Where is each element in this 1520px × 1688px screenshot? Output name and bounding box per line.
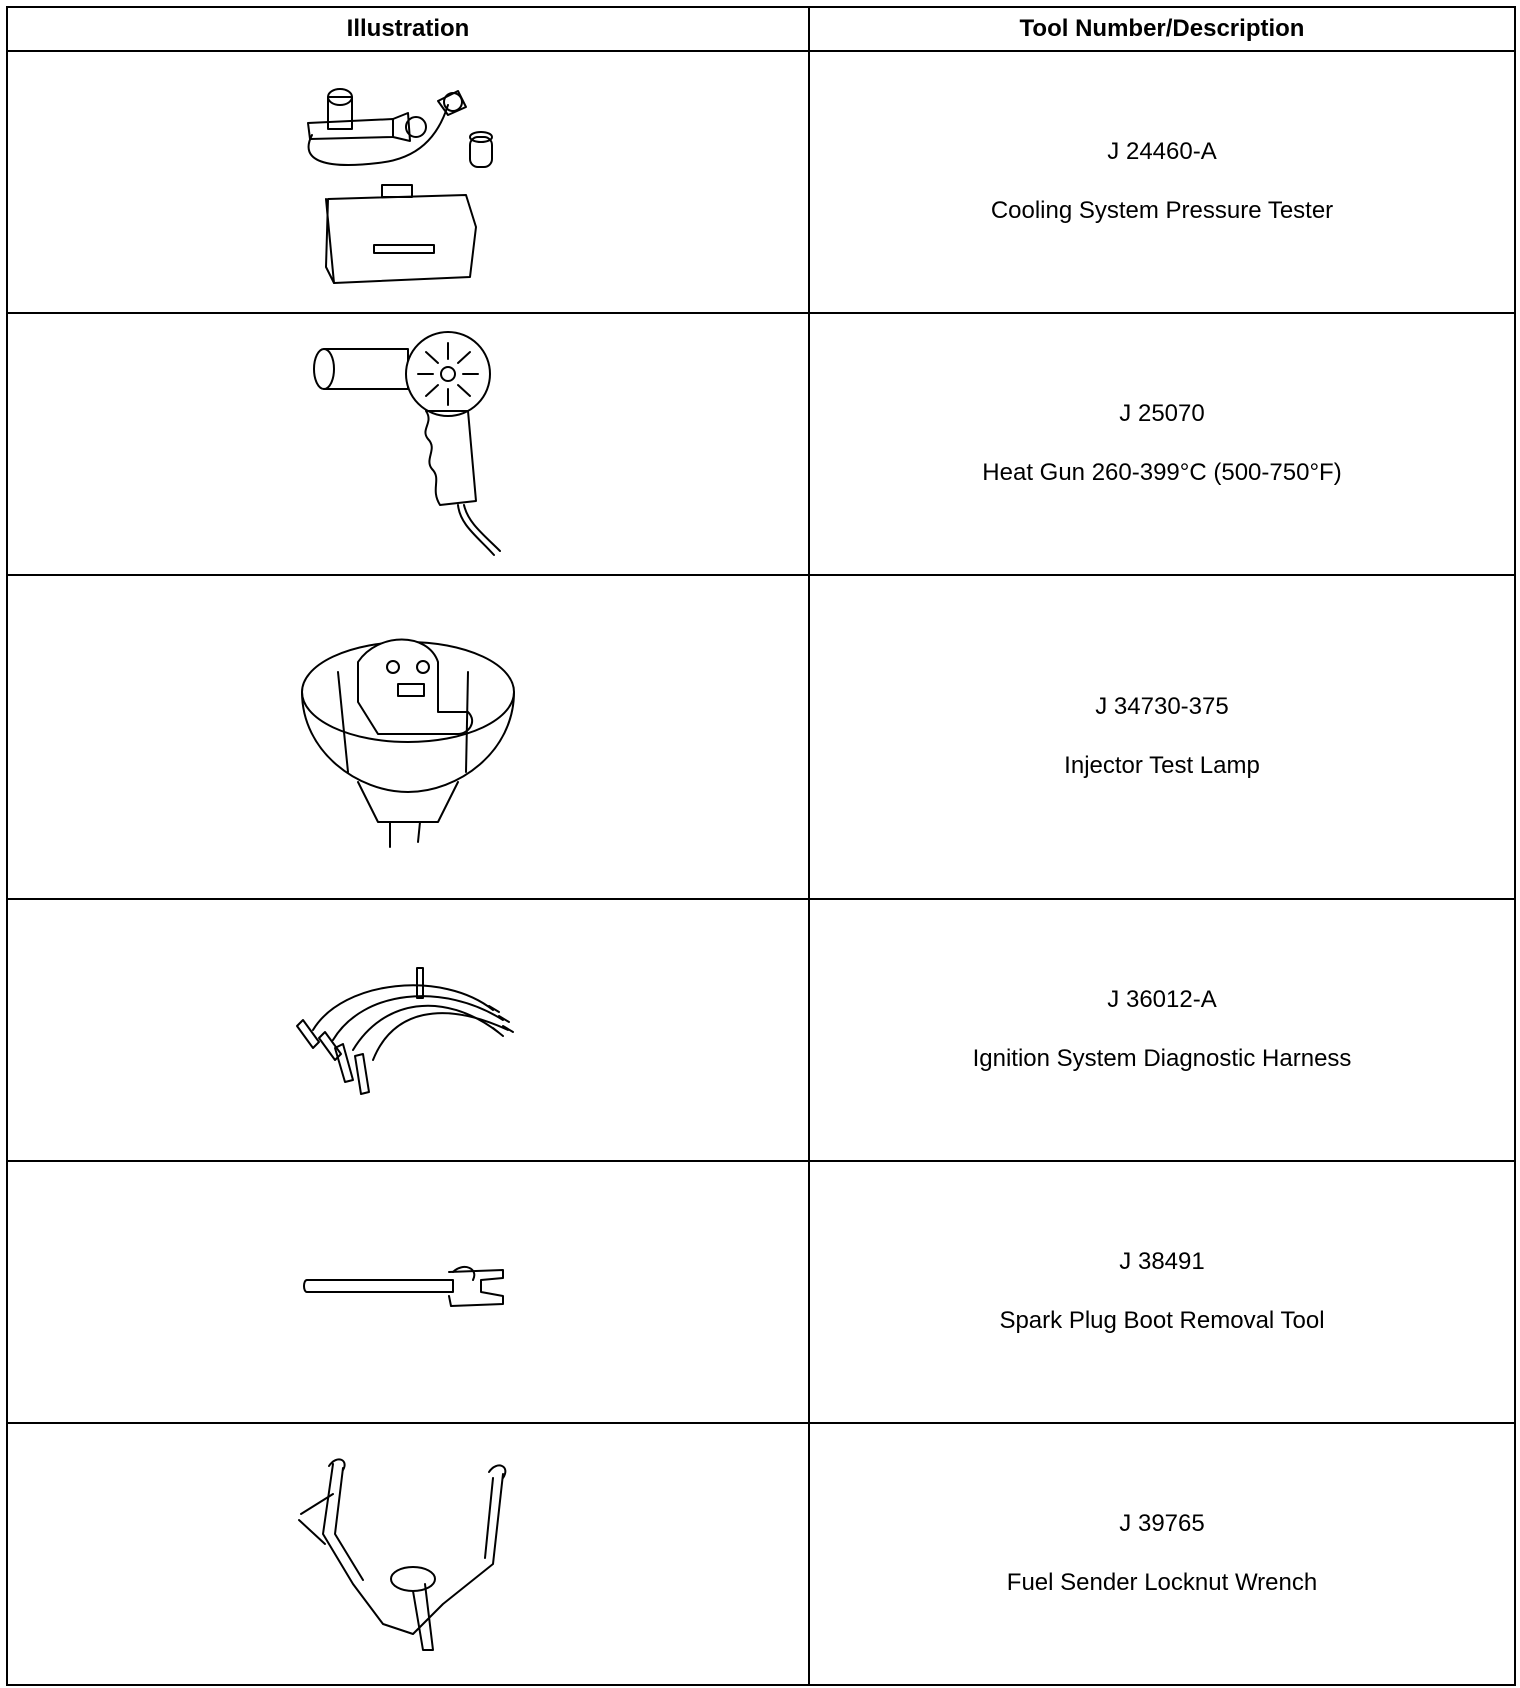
tool-number: J 39765 [1119, 1510, 1205, 1538]
harness-icon [293, 960, 523, 1100]
table-header-row [7, 7, 1515, 51]
illustration-cell [7, 575, 809, 899]
tool-number: J 34730-375 [1095, 693, 1229, 721]
locknut-wrench-icon [293, 1454, 523, 1654]
test-lamp-icon [298, 622, 518, 852]
tool-number: J 24460-A [1107, 138, 1217, 166]
illustration-cell [7, 899, 809, 1161]
description-cell [809, 899, 1515, 1161]
boot-removal-tool-icon [303, 1262, 513, 1322]
tool-description: Injector Test Lamp [1064, 752, 1260, 779]
header-illustration: Illustration [7, 7, 809, 51]
tool-description: Ignition System Diagnostic Harness [972, 1045, 1352, 1072]
pressure-tester-icon [298, 77, 518, 287]
heat-gun-icon [308, 329, 508, 559]
table-row [7, 1423, 1515, 1685]
illustration-cell [7, 51, 809, 313]
tool-description: Cooling System Pressure Tester [990, 197, 1334, 224]
table-row [7, 51, 1515, 313]
special-tools-table [6, 6, 1516, 1686]
table-row [7, 1161, 1515, 1423]
illustration-cell [7, 1423, 809, 1685]
tool-description: Fuel Sender Locknut Wrench [1006, 1569, 1318, 1596]
description-cell [809, 575, 1515, 899]
description-cell [809, 313, 1515, 575]
table-row [7, 899, 1515, 1161]
description-cell [809, 1423, 1515, 1685]
table-row [7, 313, 1515, 575]
tool-description: Heat Gun 260-399°C (500-750°F) [982, 459, 1342, 486]
illustration-cell [7, 313, 809, 575]
table-row [7, 575, 1515, 899]
header-tool-number-description: Tool Number/Description [809, 7, 1515, 51]
description-cell [809, 51, 1515, 313]
tool-description: Spark Plug Boot Removal Tool [999, 1307, 1325, 1334]
tool-number: J 38491 [1119, 1248, 1205, 1276]
description-cell [809, 1161, 1515, 1423]
tool-number: J 36012-A [1107, 986, 1217, 1014]
illustration-cell [7, 1161, 809, 1423]
tool-number: J 25070 [1119, 400, 1205, 428]
